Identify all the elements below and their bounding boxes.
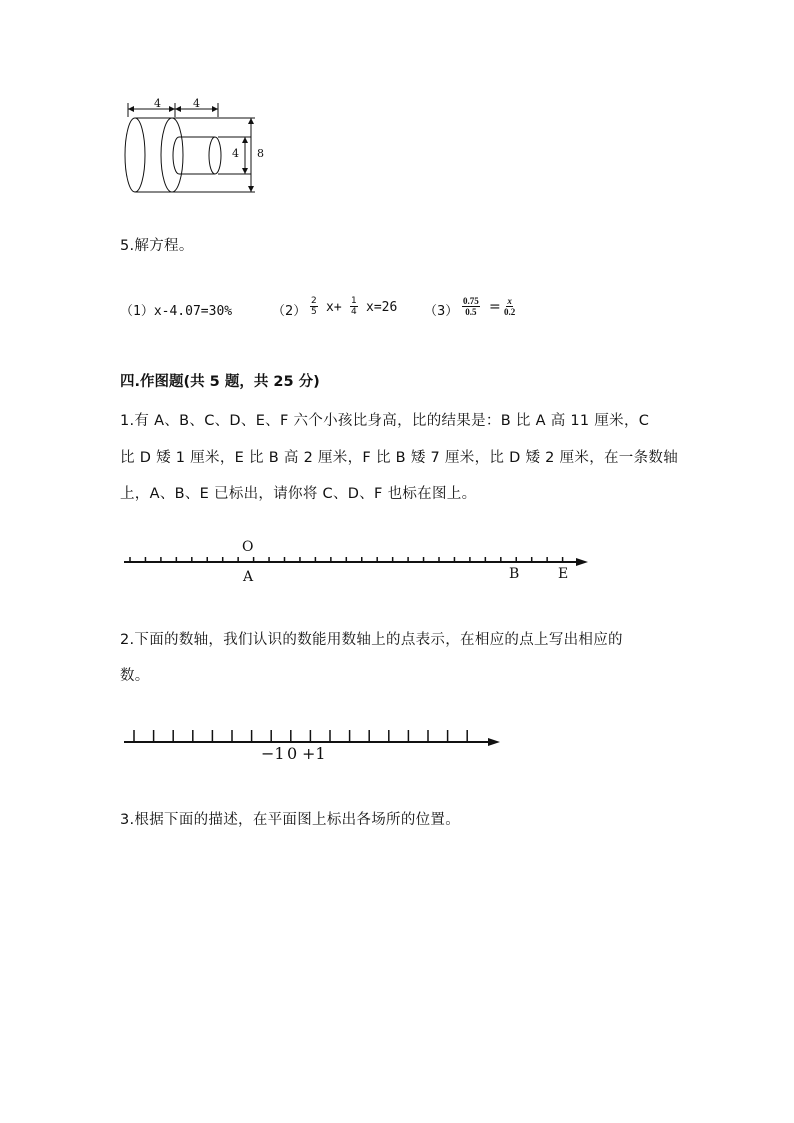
q5-eq3-prefix: （3） (424, 304, 459, 319)
axis2-label-plus-one: +1 (302, 744, 326, 763)
q2-text-line-1: 2.下面的数轴，我们认识的数能用数轴上的点表示，在相应的点上写出相应的 (120, 632, 623, 648)
fraction-denominator: 0.5 (465, 307, 477, 317)
q5-eq2-fraction-1 (310, 296, 318, 317)
fraction-numerator: 0.75 (463, 296, 479, 306)
q5-equation-1: （1）x-4.07=30% (120, 304, 233, 319)
axis1-label-a: A (243, 569, 254, 585)
fraction-denominator: 0.2 (504, 307, 516, 317)
q1-text-line-3: 上，A、B、E 已标出，请你将 C、D、F 也标在图上。 (120, 486, 477, 502)
q5-eq2-mid: x+ (326, 300, 342, 315)
axis1-label-b: B (509, 566, 520, 582)
section-4-title: 四.作图题(共 5 题，共 25 分) (120, 374, 320, 390)
q1-text-line-2: 比 D 矮 1 厘米，E 比 B 高 2 厘米，F 比 B 矮 7 厘米，比 D 矮 2 厘米，在一条数轴 (120, 450, 678, 466)
fraction-denominator: 5 (311, 307, 317, 317)
axis2-label-zero: 0 (287, 744, 298, 763)
q1-text-line-1: 1.有 A、B、C、D、E、F 六个小孩比身高，比的结果是：B 比 A 高 11 厘米，C (120, 413, 650, 429)
q5-eq3-equals: = (489, 299, 501, 315)
q5-eq3-fraction-2 (504, 296, 515, 317)
axis1-label-o: O (242, 539, 254, 555)
q5-title: 5.解方程。 (120, 238, 194, 254)
axis2-label-minus-one: −1 (261, 744, 285, 763)
axis1-label-e: E (558, 566, 569, 582)
fraction-denominator: 4 (351, 307, 357, 317)
q5-eq2-end: x=26 (366, 300, 398, 315)
cylinder-figure (115, 95, 275, 205)
q5-eq2-fraction-2 (350, 296, 358, 317)
q5-eq3-fraction-1 (462, 296, 480, 317)
fraction-numerator: x (507, 296, 512, 306)
q2-text-line-2: 数。 (120, 668, 150, 684)
q3-text-line-1: 3.根据下面的描述，在平面图上标出各场所的位置。 (120, 812, 461, 828)
dim-label-top-right: 4 (193, 97, 200, 110)
fraction-numerator: 1 (351, 296, 357, 306)
q5-eq2-prefix: （2） (272, 304, 307, 319)
dim-label-inner-height: 4 (232, 147, 239, 160)
dim-label-top-left: 4 (154, 97, 161, 110)
dim-label-outer-height: 8 (257, 147, 264, 160)
number-line-1 (120, 552, 600, 572)
fraction-numerator: 2 (311, 296, 317, 306)
